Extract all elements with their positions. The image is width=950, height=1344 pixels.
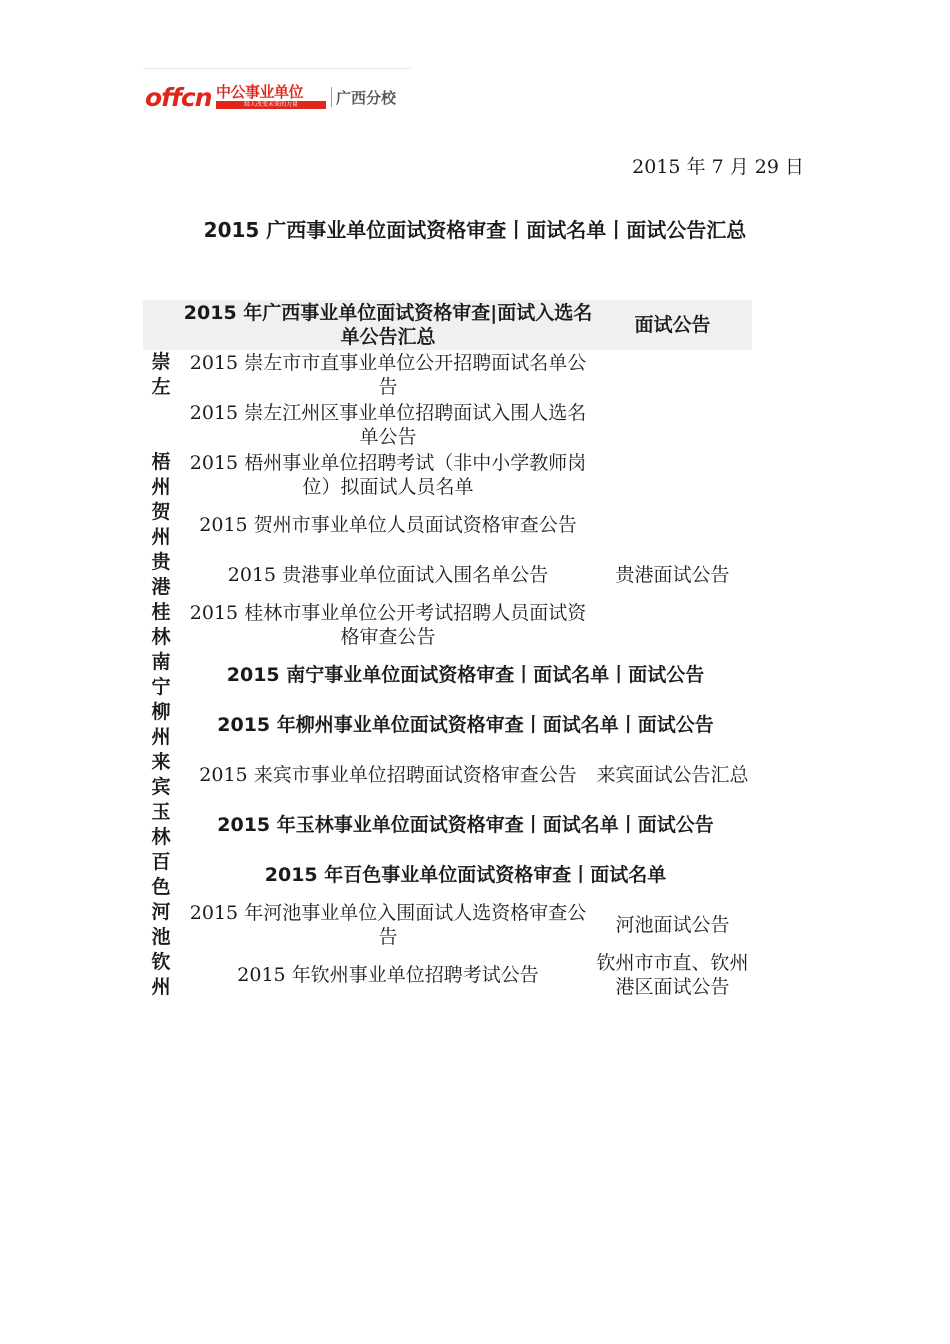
table-row [143, 900, 752, 950]
table-row [143, 450, 752, 500]
table-row [143, 800, 752, 850]
announcement-link[interactable]: 来宾面试公告汇总 [596, 764, 749, 786]
city-cell: 南 宁 [151, 651, 171, 698]
logo-brand: offcn [145, 83, 212, 112]
city-cell: 柳 州 [151, 701, 171, 748]
table-row [143, 850, 752, 900]
notice-link[interactable]: 2015 崇左市市直事业单位公开招聘面试名单公告 [189, 352, 587, 398]
merged-notice-link[interactable]: 2015 年柳州事业单位面试资格审查丨面试名单丨面试公告 [217, 714, 714, 736]
header-announcement-cell: 面试公告 [634, 314, 711, 336]
notice-link[interactable]: 2015 崇左江州区事业单位招聘面试入围人选名单公告 [189, 402, 587, 448]
merged-notice-link[interactable]: 2015 南宁事业单位面试资格审查丨面试名单丨面试公告 [226, 664, 705, 686]
header-city-cell [143, 300, 179, 350]
table-row [143, 600, 752, 650]
header-notice-cell: 2015 年广西事业单位面试资格审查|面试入选名单公告汇总 [183, 302, 593, 348]
merged-notice-link[interactable]: 2015 年玉林事业单位面试资格审查丨面试名单丨面试公告 [217, 814, 714, 836]
city-cell: 贵 港 [151, 551, 171, 598]
logo-name: 中公事业单位 [216, 83, 304, 101]
city-cell: 桂 林 [151, 601, 171, 648]
announcement-link[interactable]: 河池面试公告 [615, 914, 730, 936]
city-cell: 钦 州 [151, 951, 171, 998]
city-cell: 来 宾 [151, 751, 171, 798]
table-header-row [143, 300, 752, 350]
announcement-link[interactable]: 钦州市市直、钦州港区面试公告 [596, 952, 749, 998]
notice-link[interactable]: 2015 年河池事业单位入围面试人选资格审查公告 [189, 902, 587, 948]
table-row [143, 700, 752, 750]
city-cell: 梧 州 [151, 451, 171, 498]
notice-link[interactable]: 2015 梧州事业单位招聘考试（非中小学教师岗位）拟面试人员名单 [189, 452, 587, 498]
table-row [143, 500, 752, 550]
announcement-link[interactable]: 贵港面试公告 [615, 564, 730, 586]
logo-divider [331, 87, 332, 107]
notice-link[interactable]: 2015 桂林市事业单位公开考试招聘人员面试资格审查公告 [189, 602, 587, 648]
announcement-link [593, 450, 752, 500]
announcement-link [593, 500, 752, 550]
city-cell: 河 池 [151, 901, 171, 948]
announcement-link [593, 350, 752, 400]
city-cell: 玉 林 [151, 801, 171, 848]
notice-link[interactable]: 2015 来宾市事业单位招聘面试资格审查公告 [199, 764, 577, 786]
table-row [143, 750, 752, 800]
notice-table [143, 300, 752, 1000]
merged-notice-link[interactable]: 2015 年百色事业单位面试资格审查丨面试名单 [264, 864, 667, 886]
logo-branch: 广西分校 [336, 89, 397, 107]
table-body [143, 350, 752, 1000]
notice-link[interactable]: 2015 年钦州事业单位招聘考试公告 [237, 964, 539, 986]
table-row [143, 950, 752, 1000]
notice-link[interactable]: 2015 贺州市事业单位人员面试资格审查公告 [199, 514, 577, 536]
document-date: 2015 年 7 月 29 日 [632, 156, 804, 178]
announcement-link [593, 400, 752, 450]
city-cell: 贺 州 [151, 501, 171, 548]
table-row [143, 650, 752, 700]
document-title: 2015 广西事业单位面试资格审查丨面试名单丨面试公告汇总 [203, 218, 747, 242]
logo-slogan: 给人改变未来的力量 [216, 101, 326, 109]
city-cell [143, 400, 179, 450]
notice-link[interactable]: 2015 贵港事业单位面试入围名单公告 [227, 564, 549, 586]
table-row [143, 550, 752, 600]
table-row [143, 350, 752, 400]
table-row [143, 400, 752, 450]
city-cell: 百 色 [151, 851, 171, 898]
logo [143, 68, 411, 111]
announcement-link [593, 600, 752, 650]
city-cell: 崇 左 [151, 351, 171, 398]
